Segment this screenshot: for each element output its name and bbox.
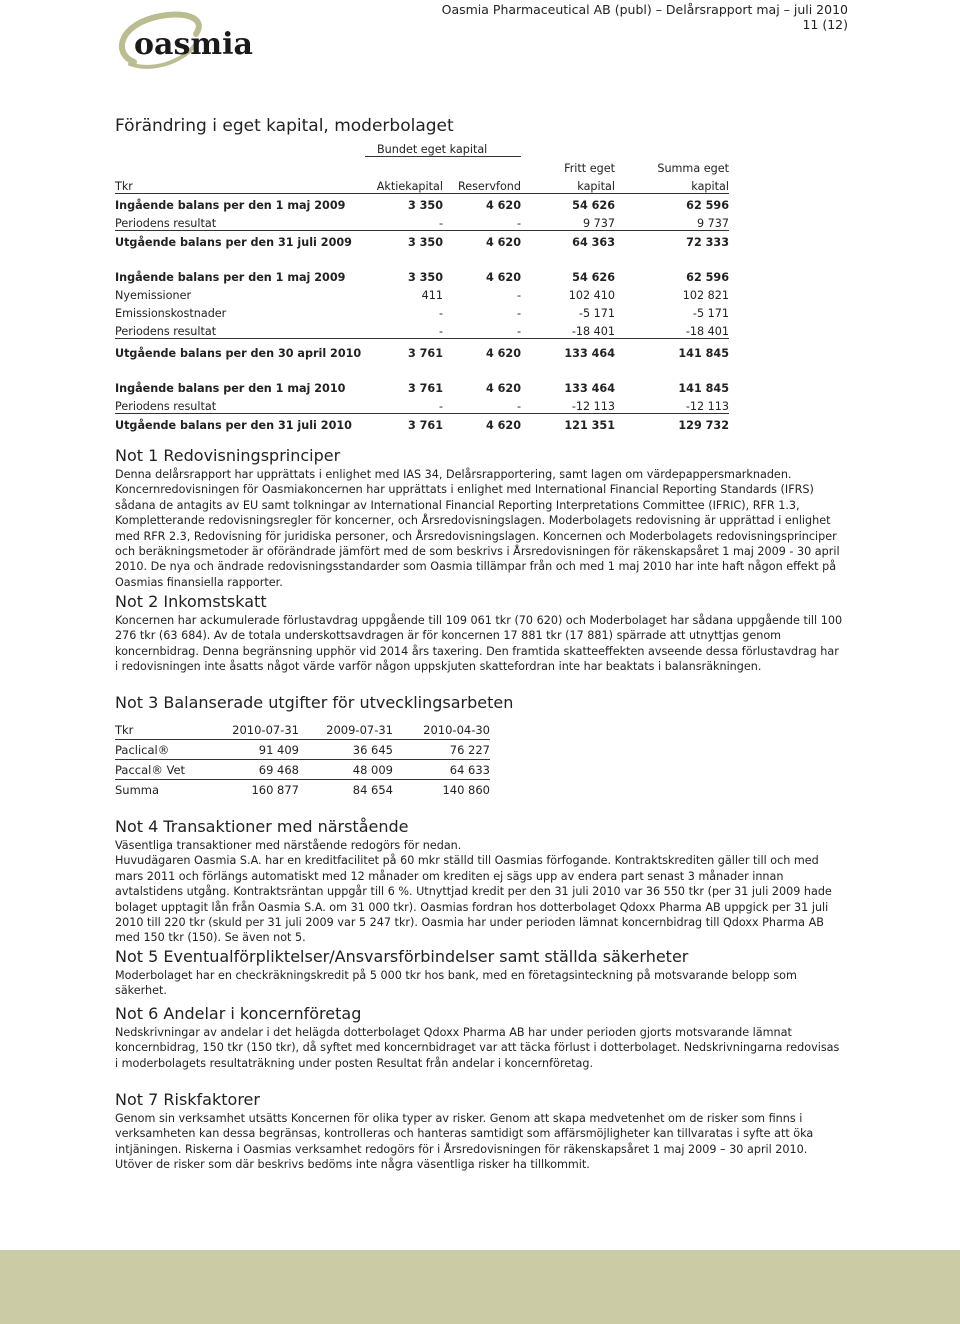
note-4-title: Not 4 Transaktioner med närstående xyxy=(115,817,409,836)
note-4-paragraph-2: Huvudägaren Oasmia S.A. har en kreditfacilitet på 60 mkr ställd till Oasmias förfogande. Kontraktskrediten gäller till och med mars 2011 och förlängs automatiskt med 12 månader om krediten ej sägs upp av endera part senast 3 månader innan avtalstidens utgång. Kontraktsräntan uppgår till 6 %. Utnyttjad kredit per den 31 juli 2010 var 36 550 tkr (per 31 juli 2009 hade bolaget upptagit lån från Oasmia S.A. om 31 000 tkr). Oasmias fordran hos dotterbolaget Qdoxx Pharma AB uppgick per 31 juli 2010 till 220 tkr (skuld per 31 juli 2009 var 5 247 tkr). Oasmia har under perioden lämnat koncernbidrag till Qdoxx Pharma AB med 150 tkr (150). Se även not 5. xyxy=(115,854,832,945)
cell-summa: 102 821 xyxy=(682,289,729,302)
table-row xyxy=(115,395,729,414)
cell-value: 160 877 xyxy=(251,782,299,797)
table-header-row xyxy=(115,720,490,740)
note-2-section xyxy=(115,592,845,675)
cell-summa: -5 171 xyxy=(692,307,729,320)
note-2-paragraph-1: Koncernen har ackumulerade förlustavdrag uppgående till 109 061 tkr (70 620) och Moderbolaget har sådana uppgående till 100 276 tkr (63 684). Av de totala underskottsavdragen är för koncernen 17 881 tkr (17 881) spärrade att utnyttjas genom koncernbidrag. Denna begränsning upphör vid 2014 års taxering. Den framtida skatteeffekten avseende dessa förlustavdrag har i redovisningen inte åsatts något värde varför någon uppskjuten skattefordran inte har beaktats i balansräkningen. xyxy=(115,614,843,674)
col-fritt-line1: Fritt eget xyxy=(564,162,615,175)
cell-value: 91 409 xyxy=(230,740,299,760)
cell-reservfond: 4 620 xyxy=(485,271,521,284)
col-tkr: Tkr xyxy=(115,175,365,194)
cell-reservfond: - xyxy=(516,289,521,302)
col-tkr: Tkr xyxy=(115,720,230,740)
cell-value: 84 654 xyxy=(352,782,393,797)
note-5-title: Not 5 Eventualförpliktelser/Ansvarsförbindelser samt ställda säkerheter xyxy=(115,947,689,966)
development-costs-table xyxy=(115,720,490,799)
equity-table xyxy=(115,138,729,432)
cell-value: 69 468 xyxy=(230,760,299,780)
cell-fritt: 9 737 xyxy=(521,212,615,231)
cell-reservfond: 4 620 xyxy=(485,418,521,432)
equity-header-row-2 xyxy=(115,175,729,194)
col-date-2: 2009-07-31 xyxy=(299,720,393,740)
cell-fritt: 133 464 xyxy=(564,346,615,360)
table-row xyxy=(115,413,729,432)
row-label: Ingående balans per den 1 maj 2010 xyxy=(115,381,346,395)
note-3-title: Not 3 Balanserade utgifter för utvecklingsarbeten xyxy=(115,693,514,712)
cell-reservfond: - xyxy=(443,212,521,231)
note-1-paragraph-2: Koncernredovisningen för Oasmiakoncernen har upprättats i enlighet med International Financial Reporting Standards (IFRS) sådana de antagits av EU samt tolkningar av International Financial Reporting Interpretations Committee (IFRIC), RFR 1.3, Kompletterande redovisningsregler för koncerner, och Årsredovisningslagen. Moderbolagets redovisning är upprättad i enlighet med RFR 2.3, Redovisning för juridiska personer, och Årsredovisningslagen. Koncernen och Moderbolagets redovisningsprinciper och beräkningsmetoder är oförändrade jämfört med de som beskrivs i Årsredovisningen för räkenskapsåret 1 maj 2009 - 30 april 2010. De nya och ändrade redovisningsstandarder som Oasmia tillämpar från och med 1 maj 2010 har inte haft någon effekt på Oasmias finansiella rapporter. xyxy=(115,483,840,589)
col-aktiekapital: Aktiekapital xyxy=(365,175,443,194)
cell-fritt: 102 410 xyxy=(568,289,615,302)
note-5-paragraph-1: Moderbolaget har en checkräkningskredit på 5 000 tkr hos bank, med en företagsinteckning på motsvarande belopp som säkerhet. xyxy=(115,969,797,998)
row-label: Utgående balans per den 31 juli 2009 xyxy=(115,236,352,249)
col-reservfond: Reservfond xyxy=(443,175,521,194)
row-label: Periodens resultat xyxy=(115,212,365,231)
equity-header-row-1 xyxy=(115,157,729,176)
cell-fritt: 54 626 xyxy=(572,199,615,212)
row-label: Utgående balans per den 30 april 2010 xyxy=(115,346,362,360)
note-4-section xyxy=(115,817,845,946)
cell-fritt: -12 113 xyxy=(521,395,615,414)
cell-summa: 62 596 xyxy=(686,271,729,284)
cell-fritt: 64 363 xyxy=(572,236,615,249)
table-row xyxy=(115,266,729,284)
note-4-paragraph-1: Väsentliga transaktioner med närstående redogörs för nedan. xyxy=(115,839,462,852)
footer-band xyxy=(0,1250,960,1324)
row-label: Summa xyxy=(115,782,160,797)
cell-summa: 141 845 xyxy=(678,381,729,395)
row-label: Emissionskostnader xyxy=(115,307,227,320)
cell-aktiekapital: 3 350 xyxy=(407,236,443,249)
cell-summa: 72 333 xyxy=(686,236,729,249)
table-row xyxy=(115,284,729,302)
cell-summa: 129 732 xyxy=(678,418,729,432)
row-label: Utgående balans per den 31 juli 2010 xyxy=(115,418,352,432)
note-1-title: Not 1 Redovisningsprinciper xyxy=(115,446,341,465)
table-sum-row xyxy=(115,780,490,800)
cell-reservfond: - xyxy=(443,395,521,414)
spacer-row xyxy=(115,360,729,377)
cell-aktiekapital: 3 761 xyxy=(407,418,443,432)
row-label: Paclical® xyxy=(115,740,230,760)
note-6-paragraph-1: Nedskrivningar av andelar i det helägda dotterbolaget Qdoxx Pharma AB har under perioden gjorts motsvarande lämnat koncernbidrag, 150 tkr (150 tkr), då syftet med koncernbidraget var att täcka förlust i dotterbolaget. Nedskrivningarna redovisas i moderbolagets resultaträkning under posten Resultat från andelar i koncernföretag. xyxy=(115,1026,840,1070)
cell-aktiekapital: 3 761 xyxy=(407,381,443,395)
cell-aktiekapital: - xyxy=(365,395,443,414)
equity-group-header-row xyxy=(115,138,729,157)
logo-text: oasmia xyxy=(134,27,253,62)
table-row xyxy=(115,377,729,395)
cell-summa: -18 401 xyxy=(615,320,729,339)
col-fritt-line2: kapital xyxy=(521,175,615,194)
cell-aktiekapital: - xyxy=(365,212,443,231)
equity-group-header: Bundet eget kapital xyxy=(365,138,521,157)
header-page-number: 11 (12) xyxy=(802,17,848,32)
table-row xyxy=(115,320,729,339)
spacer-row xyxy=(115,249,729,266)
note-7-paragraph-1: Genom sin verksamhet utsätts Koncernen för olika typer av risker. Genom att skapa medvetenhet om de risker som finns i verksamheten kan dessa begränsas, kontrolleras och hanteras samtidigt som affärsmöjligheter kan tillvaratas i syfte att öka intjäningen. Riskerna i Oasmias verksamhet redogörs för i Årsredovisningen för räkenskapsåret 1 maj 2009 – 30 april 2010. Utöver de risker som där beskrivs bedöms inte några väsentliga risker ha tillkommit. xyxy=(115,1112,814,1172)
cell-fritt: -5 171 xyxy=(578,307,615,320)
page-header xyxy=(442,2,848,32)
table-row xyxy=(115,740,490,760)
equity-title: Förändring i eget kapital, moderbolaget xyxy=(115,116,454,136)
header-company-line: Oasmia Pharmaceutical AB (publ) – Delårsrapport maj – juli 2010 xyxy=(441,2,848,17)
note-6-title: Not 6 Andelar i koncernföretag xyxy=(115,1004,362,1023)
cell-reservfond: 4 620 xyxy=(485,381,521,395)
cell-value: 140 860 xyxy=(442,782,490,797)
cell-aktiekapital: - xyxy=(365,320,443,339)
cell-value: 76 227 xyxy=(393,740,490,760)
col-date-1: 2010-07-31 xyxy=(230,720,299,740)
cell-value: 48 009 xyxy=(299,760,393,780)
note-5-section xyxy=(115,947,845,999)
cell-value: 36 645 xyxy=(299,740,393,760)
oasmia-logo xyxy=(112,10,282,76)
cell-fritt: -18 401 xyxy=(521,320,615,339)
table-row xyxy=(115,302,729,320)
table-row xyxy=(115,760,490,780)
cell-aktiekapital: - xyxy=(438,307,443,320)
row-label: Ingående balans per den 1 maj 2009 xyxy=(115,271,346,284)
note-7-title: Not 7 Riskfaktorer xyxy=(115,1090,260,1109)
cell-value: 64 633 xyxy=(393,760,490,780)
table-row xyxy=(115,194,729,213)
cell-aktiekapital: 3 350 xyxy=(407,199,443,212)
cell-aktiekapital: 3 350 xyxy=(407,271,443,284)
cell-summa: -12 113 xyxy=(615,395,729,414)
cell-fritt: 133 464 xyxy=(564,381,615,395)
table-row xyxy=(115,231,729,250)
cell-reservfond: - xyxy=(516,307,521,320)
cell-fritt: 121 351 xyxy=(564,418,615,432)
note-6-section xyxy=(115,1004,845,1071)
note-7-section xyxy=(115,1090,845,1173)
logo-ring-icon xyxy=(112,10,282,76)
cell-aktiekapital: 411 xyxy=(421,289,443,302)
cell-summa: 141 845 xyxy=(678,346,729,360)
row-label: Nyemissioner xyxy=(115,289,192,302)
col-summa-line2: kapital xyxy=(615,175,729,194)
cell-summa: 9 737 xyxy=(615,212,729,231)
cell-aktiekapital: 3 761 xyxy=(407,346,443,360)
row-label: Periodens resultat xyxy=(115,320,365,339)
cell-reservfond: 4 620 xyxy=(485,346,521,360)
note-1-paragraph-1: Denna delårsrapport har upprättats i enlighet med IAS 34, Delårsrapportering, samt lagen om värdepappersmarknaden. xyxy=(115,468,792,481)
col-summa-line1: Summa eget xyxy=(657,162,729,175)
table-row xyxy=(115,212,729,231)
table-row xyxy=(115,339,729,360)
row-label: Ingående balans per den 1 maj 2009 xyxy=(115,199,346,212)
cell-reservfond: 4 620 xyxy=(485,199,521,212)
cell-reservfond: 4 620 xyxy=(485,236,521,249)
cell-fritt: 54 626 xyxy=(572,271,615,284)
row-label: Paccal® Vet xyxy=(115,760,230,780)
cell-reservfond: - xyxy=(443,320,521,339)
note-2-title: Not 2 Inkomstskatt xyxy=(115,592,267,611)
row-label: Periodens resultat xyxy=(115,395,365,414)
note-3-section xyxy=(115,693,845,799)
cell-summa: 62 596 xyxy=(686,199,729,212)
note-1-section xyxy=(115,446,845,590)
col-date-3: 2010-04-30 xyxy=(393,720,490,740)
